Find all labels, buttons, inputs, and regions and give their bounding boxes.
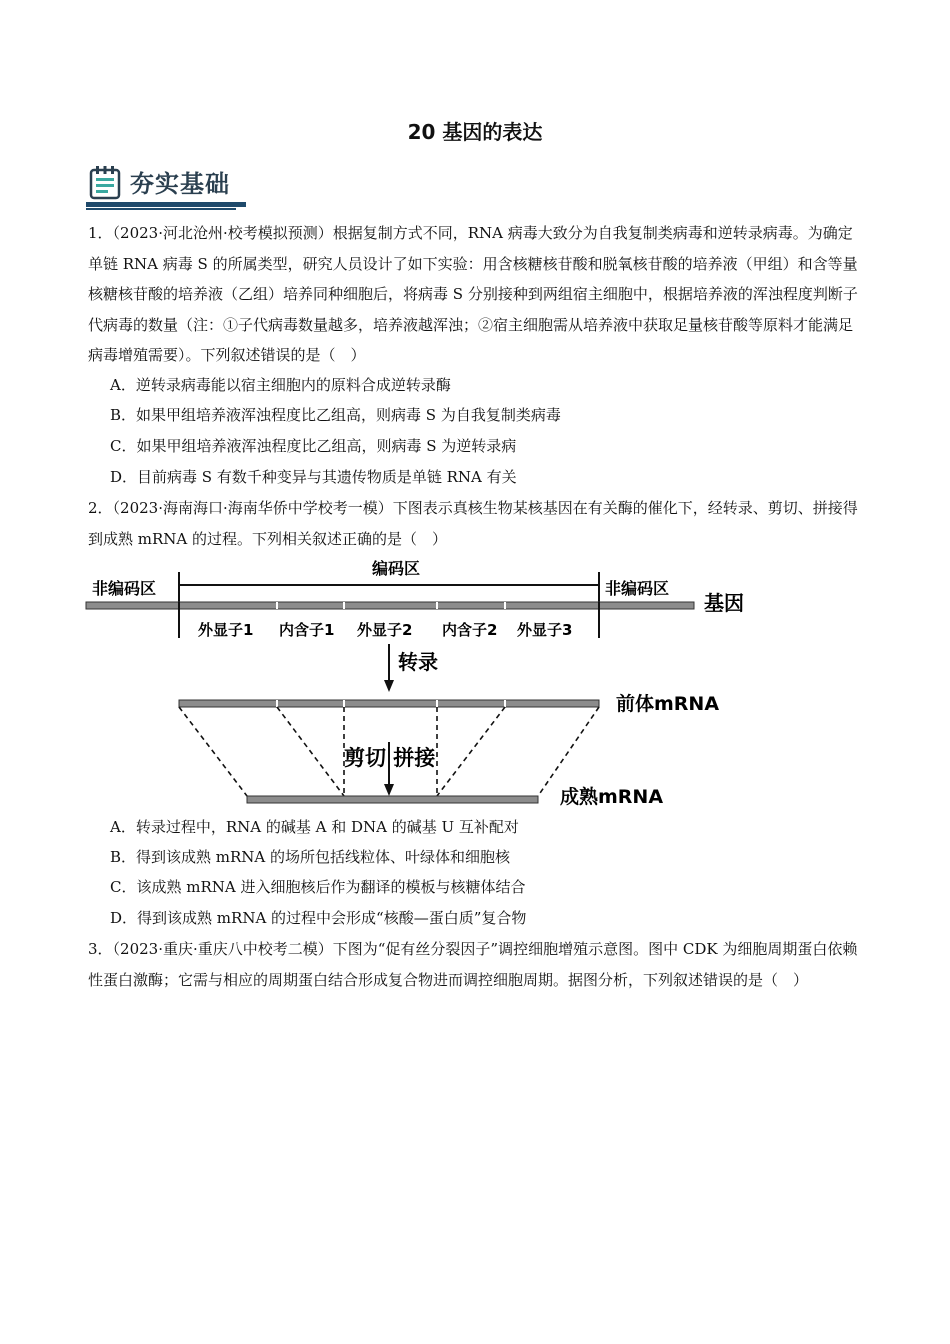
mature-mrna-label: 成熟mRNA <box>560 786 664 808</box>
section-header <box>86 160 251 212</box>
gene-expression-diagram <box>82 552 782 812</box>
q2-option-c: C．该成熟 mRNA 进入细胞核后作为翻译的模板与核糖体结合 <box>110 878 526 896</box>
noncoding-right-label: 非编码区 <box>605 579 670 598</box>
q1-option-d: D．目前病毒 S 有数千种变异与其遗传物质是单链 RNA 有关 <box>110 468 517 486</box>
segment-exon-2: 外显子2 <box>357 621 413 639</box>
segment-intron-1: 内含子1 <box>279 621 335 639</box>
section-underline-thin <box>86 208 236 210</box>
segment-intron-2: 内含子2 <box>442 621 498 639</box>
noncoding-left-label: 非编码区 <box>92 579 157 598</box>
question-1-text: 1．（2023·河北沧州·校考模拟预测）根据复制方式不同，RNA 病毒大致分为自我复制类病毒和逆转录病毒。为确定单链 RNA 病毒 S 的所属类型，研究人员设计了如下实验：用含核糖核苷酸和脱氧核苷酸的培养液（甲组）和含等量核糖核苷酸的培养液（乙组）培养同种细胞后，将病毒 S 分别接种到两组宿主细胞中，根据培养液的浑浊程度判断子代病毒的数量（注：①子代病毒数量越多，培养液越浑浊；②宿主细胞需从培养液中获取足量核苷酸等原料才能满足病毒增殖需要）。下列叙述错误的是（ ） <box>88 224 858 364</box>
q1-option-a: A．逆转录病毒能以宿主细胞内的原料合成逆转录酶 <box>110 376 451 394</box>
section-label: 夯实基础 <box>130 170 230 198</box>
q1-option-b: B．如果甲组培养液浑浊程度比乙组高，则病毒 S 为自我复制类病毒 <box>110 406 561 424</box>
splicing-label: 剪切 拼接 <box>344 746 436 770</box>
segment-exon-1: 外显子1 <box>198 621 254 639</box>
mature-mrna-bar <box>247 796 538 803</box>
question-2-text: 2．（2023·海南海口·海南华侨中学校考一模）下图表示真核生物某核基因在有关酶的催化下，经转录、剪切、拼接得到成熟 mRNA 的过程。下列相关叙述正确的是（ ） <box>88 499 858 548</box>
q2-option-d: D．得到该成熟 mRNA 的过程中会形成“核酸—蛋白质”复合物 <box>110 909 527 927</box>
coding-label: 编码区 <box>372 559 421 578</box>
gene-label: 基因 <box>704 591 744 615</box>
notepad-icon <box>88 164 126 202</box>
q2-option-a: A．转录过程中，RNA 的碱基 A 和 DNA 的碱基 U 互补配对 <box>110 818 519 836</box>
section-underline <box>86 202 246 207</box>
gene-bar <box>86 602 694 609</box>
q1-option-c: C．如果甲组培养液浑浊程度比乙组高，则病毒 S 为逆转录病 <box>110 437 517 455</box>
question-3-text: 3．（2023·重庆·重庆八中校考二模）下图为“促有丝分裂因子”调控细胞增殖示意图。图中 CDK 为细胞周期蛋白依赖性蛋白激酶；它需与相应的周期蛋白结合形成复合物进而调控细胞周期。据图分析，下列叙述错误的是（ ） <box>88 940 858 989</box>
pre-mrna-bar <box>179 700 599 707</box>
q2-option-b: B．得到该成熟 mRNA 的场所包括线粒体、叶绿体和细胞核 <box>110 848 511 866</box>
pre-mrna-label: 前体mRNA <box>616 693 720 715</box>
transcription-label: 转录 <box>398 650 438 674</box>
page-title: 20 基因的表达 <box>407 120 543 144</box>
segment-exon-3: 外显子3 <box>517 621 573 639</box>
